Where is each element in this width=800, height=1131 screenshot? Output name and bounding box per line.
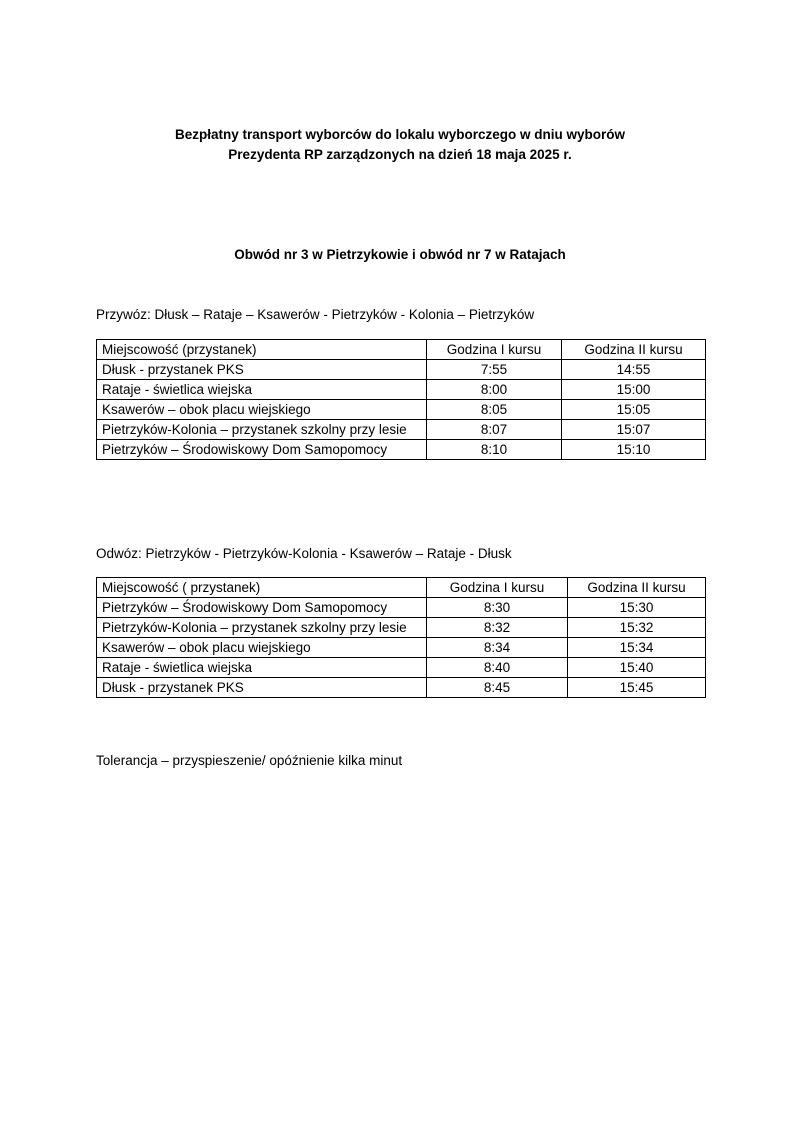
- second-run-cell: 15:32: [568, 618, 706, 638]
- przywoz-route: Przywóz: Dłusk – Rataje – Ksawerów - Pietrzyków - Kolonia – Pietrzyków: [96, 307, 535, 322]
- stop-cell: Pietrzyków – Środowiskowy Dom Samopomocy: [97, 440, 427, 460]
- stop-cell: Dłusk - przystanek PKS: [97, 678, 427, 698]
- table-header-row: [97, 340, 706, 360]
- first-run-cell: 8:07: [427, 420, 562, 440]
- first-run-cell: 8:40: [427, 658, 568, 678]
- header-cell-stop: Miejscowość (przystanek): [97, 340, 427, 360]
- header-cell-first-run: Godzina I kursu: [427, 340, 562, 360]
- document-title-line-1: Bezpłatny transport wyborców do lokalu wyborczego w dniu wyborów: [174, 127, 626, 142]
- table-row: [97, 420, 706, 440]
- document-subtitle: Obwód nr 3 w Pietrzykowie i obwód nr 7 w Ratajach: [234, 247, 566, 262]
- second-run-cell: 15:30: [568, 598, 706, 618]
- second-run-cell: 14:55: [562, 360, 706, 380]
- first-run-cell: 8:32: [427, 618, 568, 638]
- table-row: [97, 598, 706, 618]
- first-run-cell: 8:05: [427, 400, 562, 420]
- header-cell-second-run: Godzina II kursu: [562, 340, 706, 360]
- header-cell-second-run: Godzina II kursu: [568, 578, 706, 598]
- table-row: [97, 360, 706, 380]
- table-row: [97, 638, 706, 658]
- first-run-cell: 8:45: [427, 678, 568, 698]
- stop-cell: Rataje - świetlica wiejska: [97, 658, 427, 678]
- header-cell-first-run: Godzina I kursu: [427, 578, 568, 598]
- table-row: [97, 440, 706, 460]
- second-run-cell: 15:45: [568, 678, 706, 698]
- second-run-cell: 15:34: [568, 638, 706, 658]
- odwoz-route: Odwóz: Pietrzyków - Pietrzyków-Kolonia - Ksawerów – Rataje - Dłusk: [96, 546, 512, 561]
- odwoz-schedule-table: [96, 577, 706, 698]
- stop-cell: Dłusk - przystanek PKS: [97, 360, 427, 380]
- table-row: [97, 380, 706, 400]
- first-run-cell: 8:34: [427, 638, 568, 658]
- stop-cell: Pietrzyków-Kolonia – przystanek szkolny przy lesie: [97, 618, 427, 638]
- second-run-cell: 15:05: [562, 400, 706, 420]
- tolerance-note: Tolerancja – przyspieszenie/ opóźnienie kilka minut: [96, 753, 403, 768]
- table-header-row: [97, 578, 706, 598]
- second-run-cell: 15:40: [568, 658, 706, 678]
- table-row: [97, 658, 706, 678]
- przywoz-schedule-table: [96, 339, 706, 460]
- first-run-cell: 8:10: [427, 440, 562, 460]
- header-cell-stop: Miejscowość ( przystanek): [97, 578, 427, 598]
- document-title-line-2: Prezydenta RP zarządzonych na dzień 18 maja 2025 r.: [228, 147, 572, 162]
- stop-cell: Ksawerów – obok placu wiejskiego: [97, 638, 427, 658]
- first-run-cell: 8:00: [427, 380, 562, 400]
- first-run-cell: 7:55: [427, 360, 562, 380]
- stop-cell: Pietrzyków-Kolonia – przystanek szkolny przy lesie: [97, 420, 427, 440]
- stop-cell: Rataje - świetlica wiejska: [97, 380, 427, 400]
- stop-cell: Pietrzyków – Środowiskowy Dom Samopomocy: [97, 598, 427, 618]
- stop-cell: Ksawerów – obok placu wiejskiego: [97, 400, 427, 420]
- second-run-cell: 15:10: [562, 440, 706, 460]
- table-row: [97, 678, 706, 698]
- second-run-cell: 15:00: [562, 380, 706, 400]
- table-row: [97, 400, 706, 420]
- second-run-cell: 15:07: [562, 420, 706, 440]
- first-run-cell: 8:30: [427, 598, 568, 618]
- table-row: [97, 618, 706, 638]
